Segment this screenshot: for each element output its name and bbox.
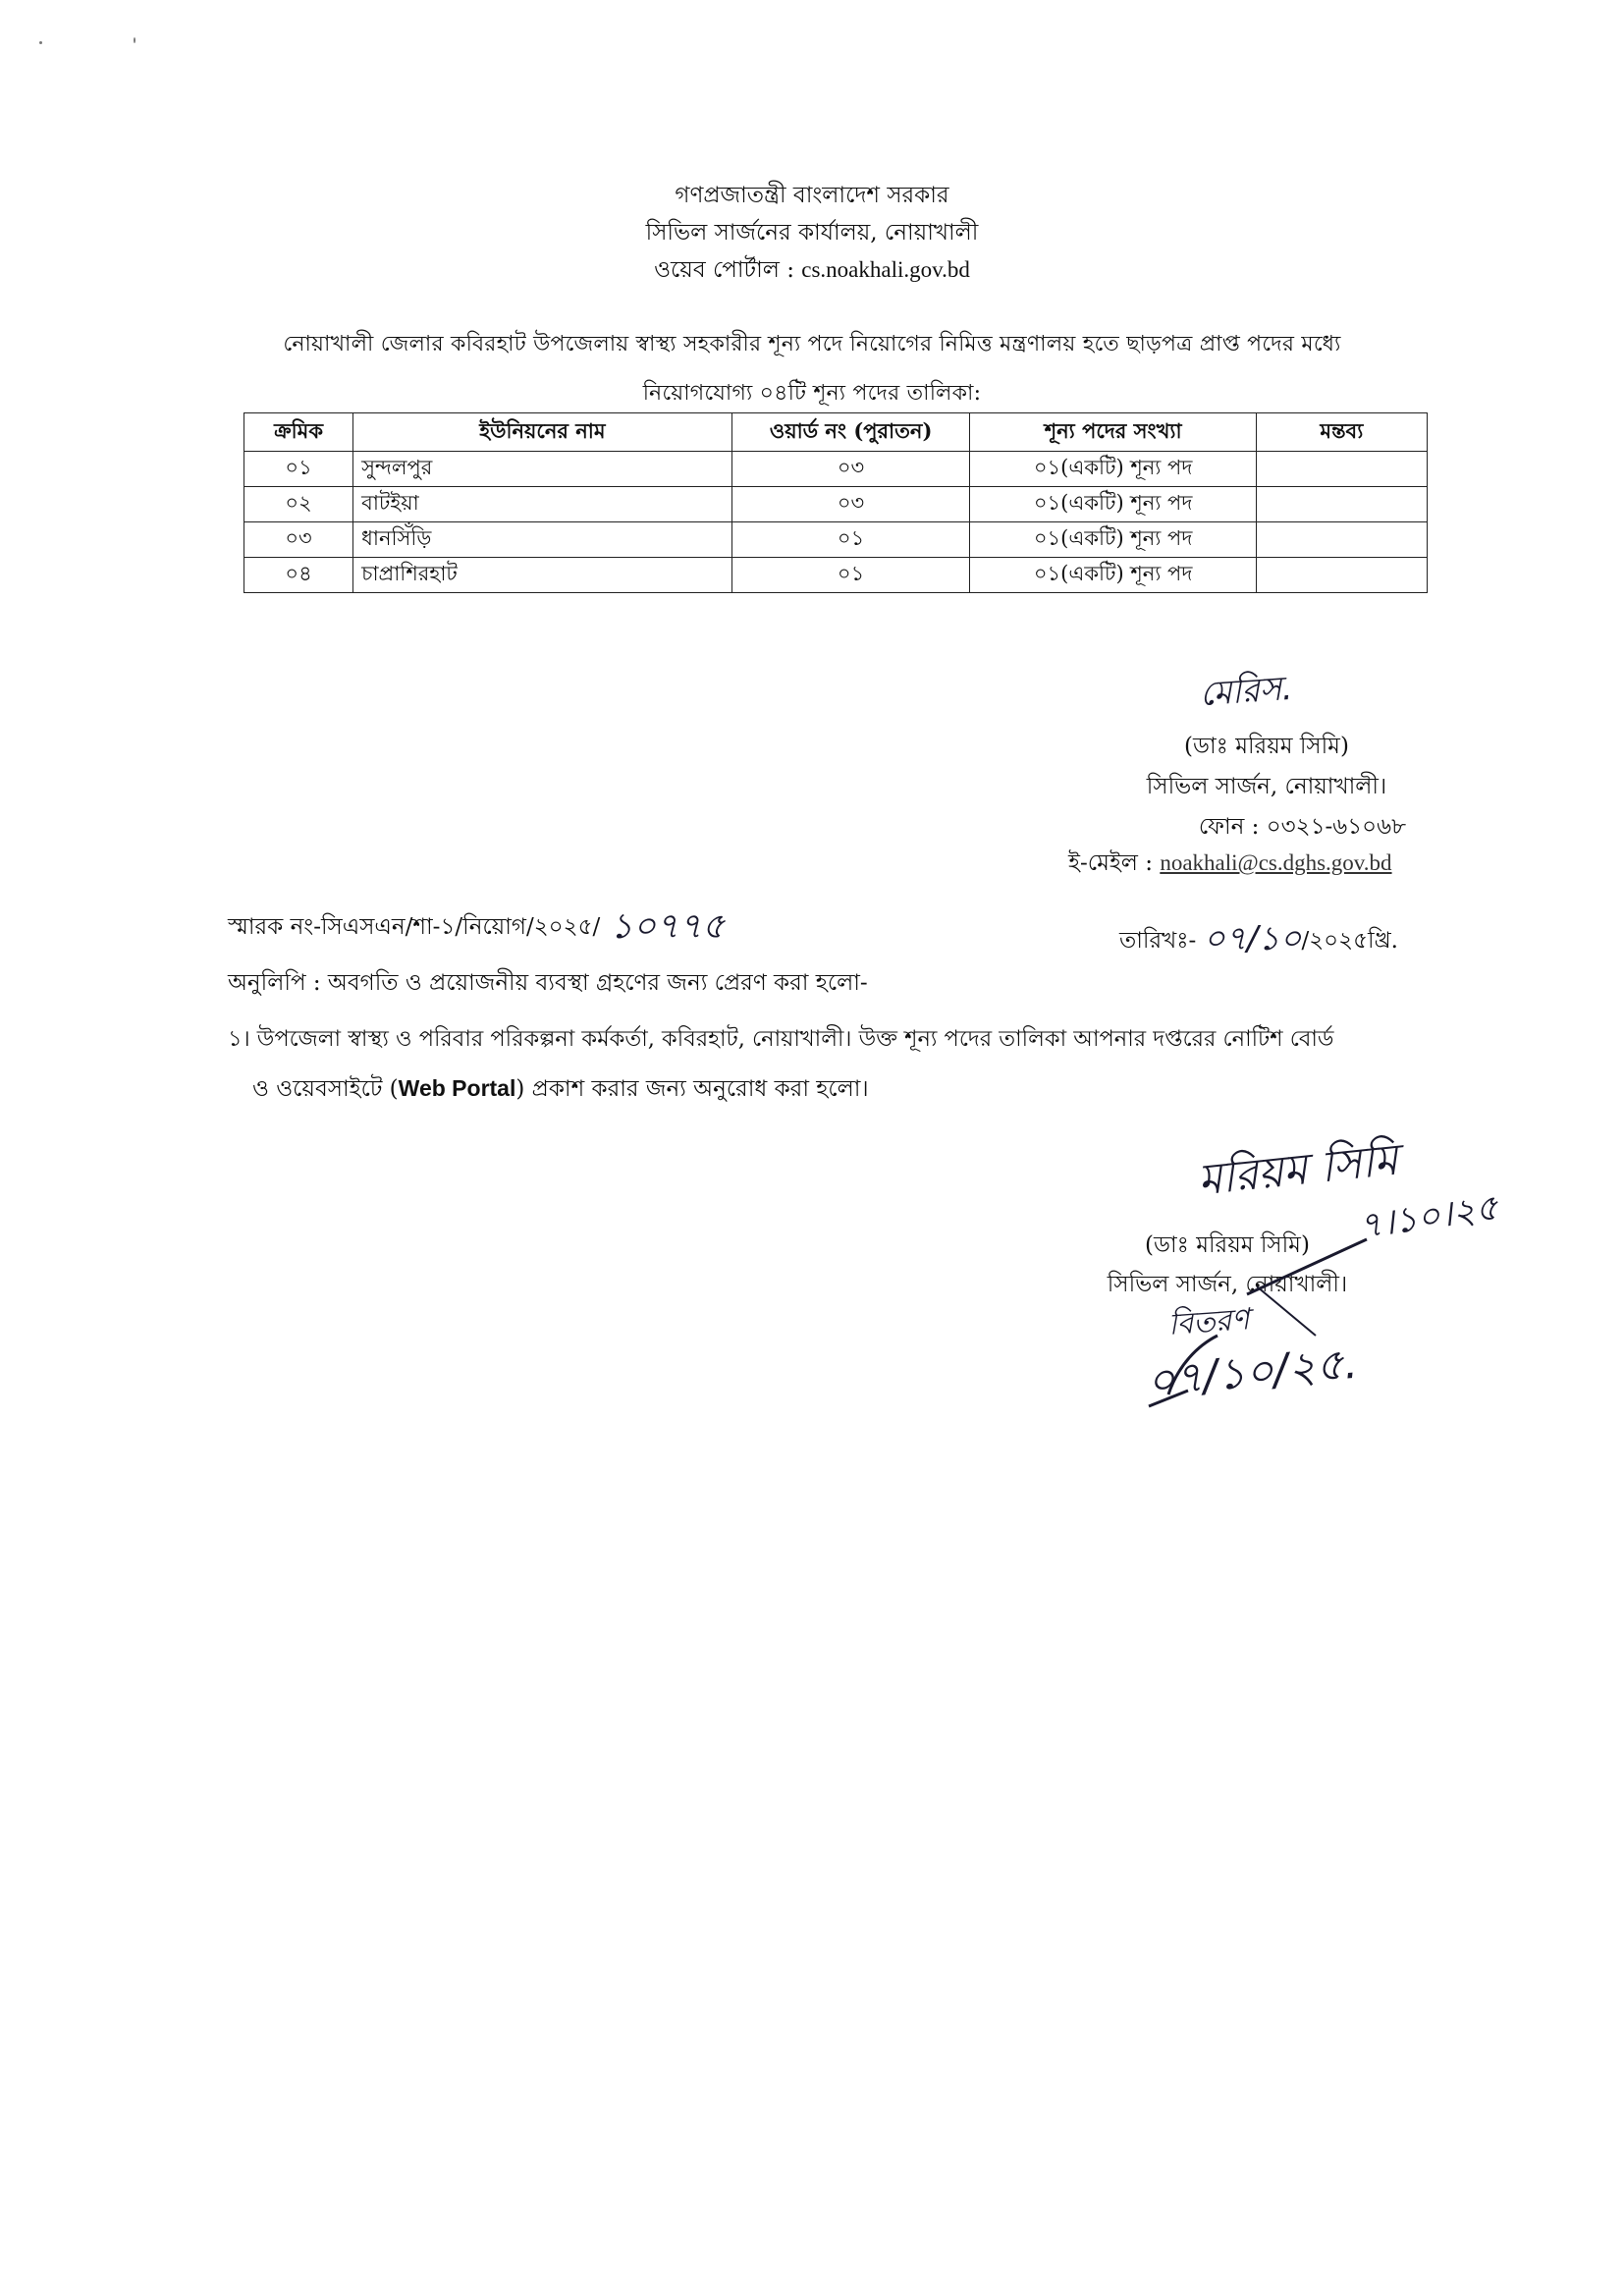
cell-ward: ০১ [731,522,970,558]
web-portal-term: Web Portal [398,1075,516,1101]
cell-ward: ০১ [731,558,970,593]
scan-speck [134,37,135,43]
handwritten-dispatch-word: বিতরণ [1166,1302,1251,1342]
col-vacancy-header: শূন্য পদের সংখ্যা [970,413,1256,452]
memo-label: স্মারক নং-সিএসএন/শা-১/নিয়োগ/২০২৫/ [228,914,601,940]
cell-serial: ০২ [244,487,353,522]
cell-serial: ০৩ [244,522,353,558]
col-serial-header: ক্রমিক [244,413,353,452]
cell-serial: ০১ [244,452,353,487]
cell-remarks [1256,452,1427,487]
header-web-portal [0,251,1624,290]
subject-line-1: নোয়াখালী জেলার কবিরহাট উপজেলায় স্বাস্থ্য সহকারীর শূন্য পদে নিয়োগের নিমিত্ত মন্ত্রণালয় হতে ছাড়পত্র প্রাপ্ত পদের মধ্যে [283,332,1341,356]
signatory-phone: ফোন : ০৩২১-৬১০৬৮ [1198,814,1406,840]
cell-vacancy: ০১(একটি) শূন্য পদ [970,487,1256,522]
date-label: তারিখঃ- [1119,928,1204,954]
handwritten-signature-date: ৭।১০।২৫ [1356,1187,1501,1247]
memo-date [1119,911,1398,967]
subject-line-2: নিয়োগযোগ্য ০৪টি শূন্য পদের তালিকা: [642,381,982,406]
table-row [244,558,1428,593]
cell-union: ধানসিঁড়ি [353,522,732,558]
cell-remarks [1256,558,1427,593]
cell-serial: ০৪ [244,558,353,593]
memo-number [228,896,726,955]
table-row [244,487,1428,522]
vacancy-table [244,412,1428,593]
email-link[interactable]: noakhali@cs.dghs.gov.bd [1160,850,1392,875]
signatory-name: (ডাঃ মরিয়ম সিমি) [1145,1232,1310,1258]
signatory-email-line [1068,845,1392,883]
cell-ward: ০৩ [731,487,970,522]
scan-speck [39,41,42,44]
web-portal-url: cs.noakhali.gov.bd [801,257,970,282]
email-label: ই-মেইল : [1068,850,1161,876]
date-suffix: /২০২৫খ্রি. [1301,928,1398,954]
copy-intro: অনুলিপি : অবগতি ও প্রয়োজনীয় ব্যবস্থা গ্রহণের জন্য প্রেরণ করা হলো- [228,970,868,996]
cell-union: বাটইয়া [353,487,732,522]
col-union-header: ইউনিয়নের নাম [353,413,732,452]
signature-block-1 [1080,727,1453,847]
table-header-row [244,413,1428,452]
cell-remarks [1256,522,1427,558]
cell-vacancy: ০১(একটি) শূন্য পদ [970,522,1256,558]
handwritten-signature: মরিয়ম সিমি [1195,1134,1401,1206]
date-handwritten: ০৭/১০ [1203,919,1302,958]
cell-remarks [1256,487,1427,522]
handwritten-dispatch-date: ০৭/১০/২৫. [1144,1338,1360,1407]
cell-ward: ০৩ [731,452,970,487]
signatory-designation: সিভিল সার্জন, নোয়াখালী। [1107,1272,1348,1297]
cell-vacancy: ০১(একটি) শূন্য পদ [970,452,1256,487]
memo-handwritten-number: ১০৭৭৫ [610,906,726,947]
cell-union: চাপ্রাশিরহাট [353,558,732,593]
header-government: গণপ্রজাতন্ত্রী বাংলাদেশ সরকার [675,183,949,208]
handwritten-initials: মেরিস. [1198,668,1294,715]
web-portal-label: ওয়েব পোর্টাল : [654,257,802,283]
signatory-designation: সিভিল সার্জন, নোয়াখালী। [1146,774,1387,799]
col-ward-header: ওয়ার্ড নং (পুরাতন) [731,413,970,452]
table-row [244,452,1428,487]
header-office: সিভিল সার্জনের কার্যালয়, নোয়াখালী [645,220,979,246]
table-row [244,522,1428,558]
cell-union: সুন্দলপুর [353,452,732,487]
copy-item-1-line-2: ও ওয়েবসাইটে (Web Portal) প্রকাশ করার জন্য অনুরোধ করা হলো। [252,1075,869,1102]
cell-vacancy: ০১(একটি) শূন্য পদ [970,558,1256,593]
copy-item-1-line-1: ১। উপজেলা স্বাস্থ্য ও পরিবার পরিকল্পনা কর্মকর্তা, কবিরহাট, নোয়াখালী। উক্ত শূন্য পদের তালিকা আপনার দপ্তরের নোটিশ বোর্ড [228,1026,1334,1052]
col-remarks-header: মন্তব্য [1256,413,1427,452]
signatory-name: (ডাঃ মরিয়ম সিমি) [1184,734,1349,759]
